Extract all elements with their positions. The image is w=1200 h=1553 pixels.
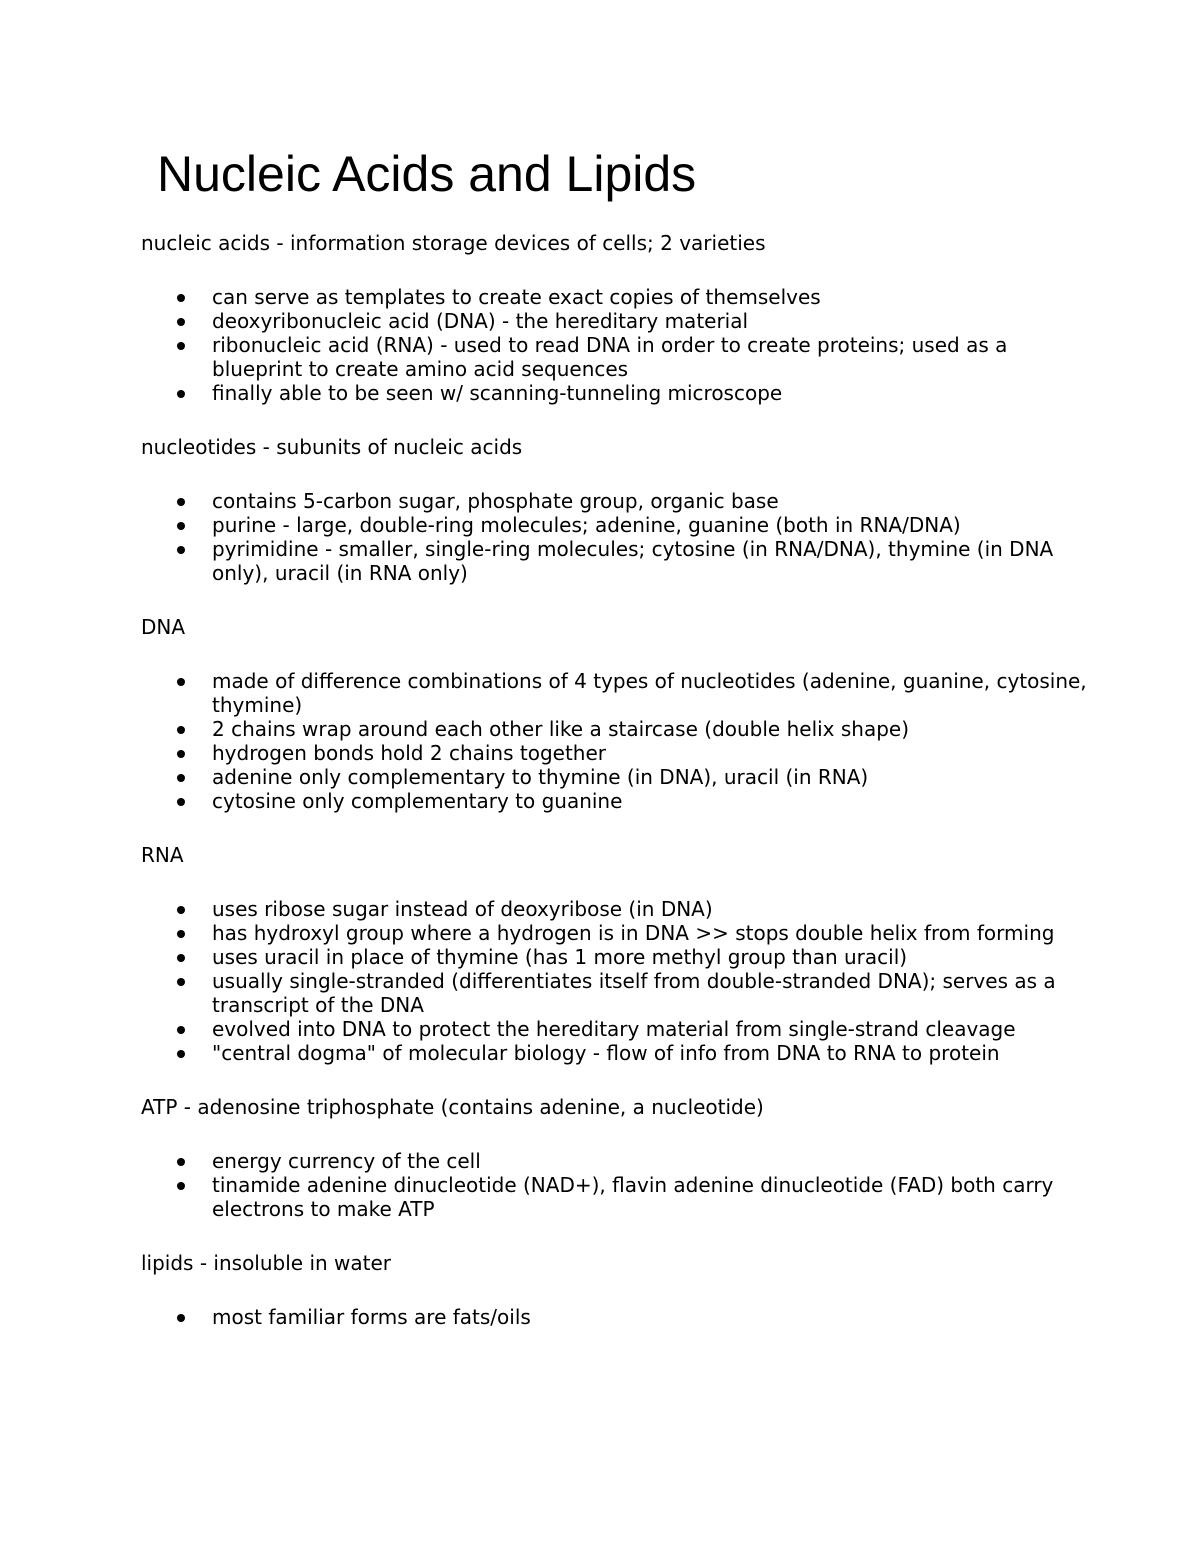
list-item [141, 285, 1101, 309]
list-item [141, 489, 1101, 513]
bullet-list [141, 489, 1101, 585]
bullet-dot-icon [177, 978, 185, 986]
list-item-text: deoxyribonucleic acid (DNA) - the hereditary material [212, 309, 749, 333]
bullet-dot-icon [177, 726, 185, 734]
list-item [141, 513, 1101, 537]
list-item-text: 2 chains wrap around each other like a staircase (double helix shape) [212, 717, 910, 741]
section-heading: lipids - insoluble in water [141, 1251, 392, 1275]
bullet-dot-icon [177, 342, 185, 350]
bullet-dot-icon [177, 390, 185, 398]
list-item [141, 1149, 1101, 1173]
list-item-text: pyrimidine - smaller, single-ring molecules; cytosine (in RNA/DNA), thymine (in DNA only), uracil (in RNA only) [212, 537, 1054, 585]
list-item [141, 333, 1101, 381]
list-item [141, 897, 1101, 921]
section-heading: RNA [141, 843, 184, 867]
section-heading: nucleic acids - information storage devices of cells; 2 varieties [141, 231, 766, 255]
bullet-dot-icon [177, 750, 185, 758]
list-item-text: has hydroxyl group where a hydrogen is in DNA >> stops double helix from forming [212, 921, 1055, 945]
bullet-dot-icon [177, 906, 185, 914]
bullet-dot-icon [177, 798, 185, 806]
list-item [141, 537, 1101, 585]
list-item-text: ribonucleic acid (RNA) - used to read DNA in order to create proteins; used as a blueprint to create amino acid sequences [212, 333, 1008, 381]
list-item [141, 945, 1101, 969]
bullet-dot-icon [177, 498, 185, 506]
list-item [141, 1305, 1101, 1329]
list-item [141, 717, 1101, 741]
list-item-text: finally able to be seen w/ scanning-tunneling microscope [212, 381, 783, 405]
list-item [141, 765, 1101, 789]
list-item-text: contains 5-carbon sugar, phosphate group, organic base [212, 489, 779, 513]
list-item-text: purine - large, double-ring molecules; adenine, guanine (both in RNA/DNA) [212, 513, 961, 537]
section-heading: nucleotides - subunits of nucleic acids [141, 435, 523, 459]
list-item-text: tinamide adenine dinucleotide (NAD+), flavin adenine dinucleotide (FAD) both carry electrons to make ATP [212, 1173, 1054, 1221]
bullet-list [141, 897, 1101, 1065]
bullet-dot-icon [177, 1182, 185, 1190]
bullet-dot-icon [177, 1158, 185, 1166]
bullet-dot-icon [177, 1026, 185, 1034]
bullet-dot-icon [177, 774, 185, 782]
document-body [141, 231, 1101, 1359]
bullet-list [141, 285, 1101, 405]
list-item-text: hydrogen bonds hold 2 chains together [212, 741, 607, 765]
list-item-text: cytosine only complementary to guanine [212, 789, 623, 813]
list-item-text: "central dogma" of molecular biology - flow of info from DNA to RNA to protein [212, 1041, 1000, 1065]
list-item-text: can serve as templates to create exact copies of themselves [212, 285, 821, 309]
list-item [141, 309, 1101, 333]
bullet-dot-icon [177, 1314, 185, 1322]
list-item [141, 669, 1101, 717]
list-item [141, 381, 1101, 405]
bullet-dot-icon [177, 294, 185, 302]
list-item-text: adenine only complementary to thymine (in DNA), uracil (in RNA) [212, 765, 869, 789]
list-item [141, 1017, 1101, 1041]
bullet-dot-icon [177, 318, 185, 326]
bullet-list [141, 1305, 1101, 1329]
section-heading: DNA [141, 615, 186, 639]
bullet-dot-icon [177, 930, 185, 938]
list-item-text: evolved into DNA to protect the hereditary material from single-strand cleavage [212, 1017, 1016, 1041]
list-item [141, 969, 1101, 1017]
list-item [141, 741, 1101, 765]
bullet-dot-icon [177, 1050, 185, 1058]
list-item-text: made of difference combinations of 4 types of nucleotides (adenine, guanine, cytosine, thymine) [212, 669, 1087, 717]
list-item [141, 789, 1101, 813]
list-item-text: energy currency of the cell [212, 1149, 481, 1173]
bullet-dot-icon [177, 522, 185, 530]
bullet-list [141, 1149, 1101, 1221]
page-title: Nucleic Acids and Lipids [157, 146, 697, 202]
bullet-dot-icon [177, 546, 185, 554]
section-heading: ATP - adenosine triphosphate (contains adenine, a nucleotide) [141, 1095, 764, 1119]
list-item-text: most familiar forms are fats/oils [212, 1305, 531, 1329]
list-item-text: uses uracil in place of thymine (has 1 more methyl group than uracil) [212, 945, 908, 969]
list-item-text: uses ribose sugar instead of deoxyribose (in DNA) [212, 897, 713, 921]
bullet-list [141, 669, 1101, 813]
bullet-dot-icon [177, 678, 185, 686]
list-item [141, 1173, 1101, 1221]
bullet-dot-icon [177, 954, 185, 962]
list-item-text: usually single-stranded (differentiates itself from double-stranded DNA); serves as a transcript of the DNA [212, 969, 1056, 1017]
list-item [141, 921, 1101, 945]
list-item [141, 1041, 1101, 1065]
